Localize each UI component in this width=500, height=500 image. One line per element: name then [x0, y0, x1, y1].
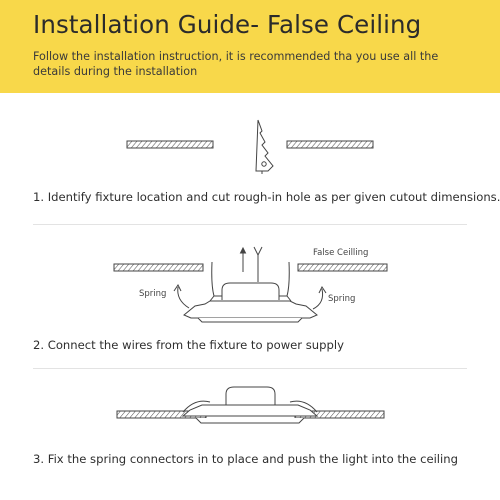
step-1-text: 1. Identify fixture location and cut rough-in hole as per given cutout dimensions.: [33, 190, 500, 204]
step3-diagram: [0, 378, 500, 438]
spring-arrow-left-icon: [174, 285, 189, 308]
ceiling-panel-left: [114, 264, 203, 271]
up-arrow-icon: [241, 248, 246, 272]
ceiling-panel-right: [287, 141, 373, 148]
step2-diagram: [0, 238, 500, 328]
page-title: Installation Guide- False Ceiling: [33, 10, 422, 39]
ceiling-panel-left: [127, 141, 213, 148]
wires-icon: [254, 247, 262, 282]
false-ceiling-label: False Ceilling: [313, 248, 369, 258]
step-2-text: 2. Connect the wires from the fixture to power supply: [33, 338, 344, 352]
light-fixture-icon: [184, 262, 317, 322]
step1-diagram: [0, 112, 500, 182]
saw-icon: [256, 120, 273, 174]
spring-arrow-right-icon: [313, 287, 326, 309]
divider-2: [33, 368, 467, 369]
spring-label-left: Spring: [139, 289, 167, 299]
page-subtitle: Follow the installation instruction, it is recommended tha you use all the details during the installation: [33, 50, 439, 78]
step-3-text: 3. Fix the spring connectors in to place and push the light into the ceiling: [33, 452, 458, 466]
spring-label-right: Spring: [328, 294, 356, 304]
divider-1: [33, 224, 467, 225]
header-banner: [0, 0, 500, 93]
ceiling-panel-right: [298, 264, 387, 271]
